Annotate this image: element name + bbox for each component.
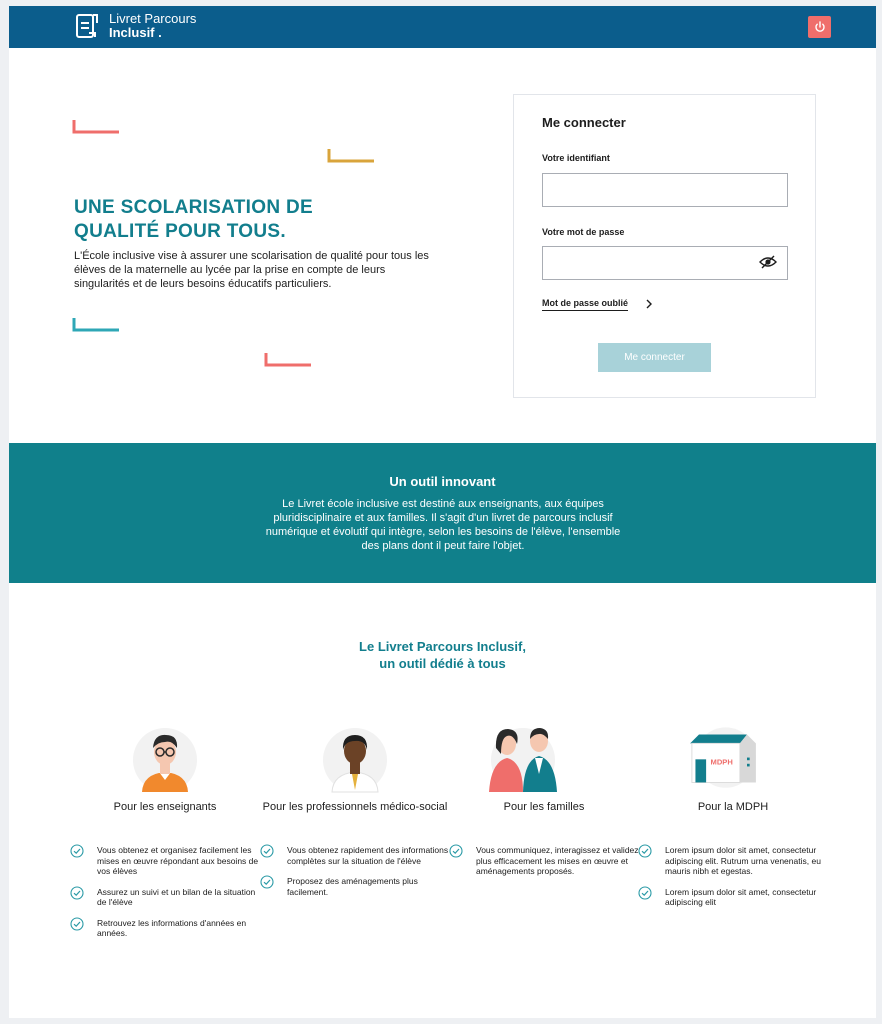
teacher-illustration: [125, 714, 205, 794]
mdph-title: Pour la MDPH: [697, 801, 769, 813]
feature-item: [70, 887, 260, 908]
login-submit-button[interactable]: Me connecter: [598, 343, 711, 372]
check-circle-icon: [260, 844, 274, 858]
check-circle-icon: [638, 844, 652, 858]
feature-text: Lorem ipsum dolor sit amet, consectetur adipiscing elit. Rutrum urna venenatis, eu mauris nibh et egestas.: [665, 845, 821, 876]
decor-bracket-blue: [72, 318, 120, 332]
section-title-line2: un outil dédié à tous: [379, 656, 506, 671]
chevron-right-icon[interactable]: [644, 298, 654, 310]
families-features: [449, 845, 639, 887]
login-title: Me connecter: [542, 115, 626, 130]
power-icon: [814, 21, 826, 33]
family-illustration: [483, 714, 563, 794]
mdph-building-illustration: [683, 714, 763, 794]
feature-text: Assurez un suivi et un bilan de la situation de l'élève: [97, 886, 256, 907]
forgot-password-link[interactable]: Mot de passe oublié: [542, 298, 628, 311]
decor-bracket-yellow: [327, 149, 375, 163]
page-frame: [9, 6, 876, 1018]
section-title-line1: Le Livret Parcours Inclusif,: [359, 639, 526, 654]
login-card: [513, 94, 816, 398]
eye-slash-icon[interactable]: [759, 255, 777, 269]
identifier-label: Votre identifiant: [542, 153, 610, 163]
check-circle-icon: [638, 886, 652, 900]
feature-item: [449, 845, 639, 877]
doctor-illustration: [315, 714, 395, 794]
logo-title-line2: Inclusif .: [109, 25, 162, 40]
hero-description: L'École inclusive vise à assurer une scolarisation de qualité pour tous les élèves de la maternelle au lycée par la prise en compte de leurs singularités et de leurs besoins éducatifs particuliers.: [74, 250, 429, 290]
mdph-building-label: MDPH: [710, 757, 733, 767]
teachers-title: Pour les enseignants: [113, 801, 217, 813]
top-header: [9, 6, 876, 48]
feature-item: [260, 845, 450, 866]
feature-text: Vous communiquez, interagissez et validez plus efficacement les mises en œuvre et aménagements proposés.: [476, 845, 639, 876]
professionals-features: [260, 845, 450, 907]
band-title: Un outil innovant: [389, 474, 496, 489]
feature-text: Proposez des aménagements plus facilement.: [287, 876, 418, 897]
check-circle-icon: [70, 917, 84, 931]
check-circle-icon: [260, 875, 274, 889]
teachers-features: [70, 845, 260, 949]
families-title: Pour les familles: [503, 801, 585, 813]
feature-item: [638, 845, 828, 877]
password-input[interactable]: [542, 246, 788, 280]
logo-title-line1: Livret Parcours: [109, 11, 197, 26]
feature-item: [260, 876, 450, 897]
identifier-input[interactable]: [542, 173, 788, 207]
feature-text: Vous obtenez et organisez facilement les mises en œuvre répondant aux besoins de vos élèves: [97, 845, 259, 876]
feature-item: [70, 845, 260, 877]
section-title: [9, 638, 876, 672]
logout-button[interactable]: [808, 16, 831, 38]
app-logo[interactable]: [75, 12, 196, 40]
logo-icon: [75, 12, 99, 40]
innovation-band: [9, 443, 876, 583]
feature-text: Retrouvez les informations d'années en années.: [97, 917, 247, 938]
band-description: Le Livret école inclusive est destiné aux enseignants, aux équipes pluridisciplinaire et aux familles. Il s'agit d'un livret de parcours inclusif numérique et évolutif qui intègre, selon les besoins de l'élève, l'ensemble des plans dont il peut faire l'objet.: [265, 498, 621, 552]
decor-bracket-red-bottom: [264, 353, 312, 367]
feature-text: Vous obtenez rapidement des informations complètes sur la situation de l'élève: [287, 845, 449, 866]
check-circle-icon: [449, 844, 463, 858]
decor-bracket-red-top: [72, 120, 120, 134]
password-label: Votre mot de passe: [542, 227, 625, 237]
professionals-title: Pour les professionnels médico-social: [262, 801, 448, 813]
feature-item: [70, 918, 260, 939]
hero-title: UNE SCOLARISATION DE QUALITÉ POUR TOUS.: [74, 197, 313, 242]
feature-item: [638, 887, 828, 908]
feature-text: Lorem ipsum dolor sit amet, consectetur adipiscing elit: [665, 886, 817, 907]
mdph-features: [638, 845, 828, 918]
check-circle-icon: [70, 886, 84, 900]
check-circle-icon: [70, 844, 84, 858]
